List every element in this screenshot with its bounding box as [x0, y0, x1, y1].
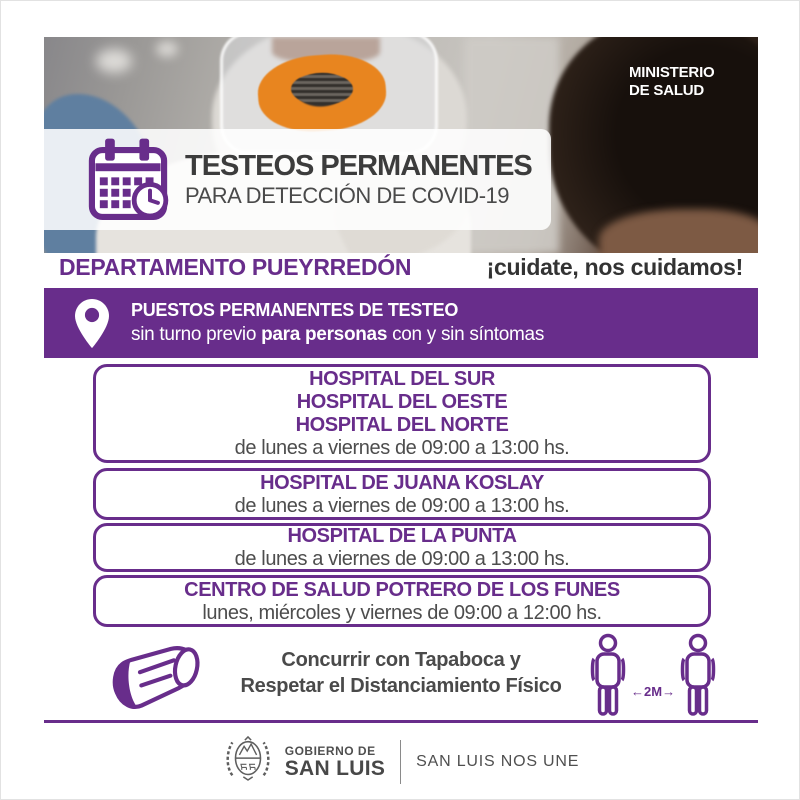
advice-line1: Concurrir con Tapaboca y [281, 649, 521, 671]
right-arrow-icon: → [662, 684, 676, 699]
location-schedule: de lunes a viernes de 09:00 a 13:00 hs. [234, 437, 570, 459]
footer-divider [44, 720, 758, 723]
photo-respirator-grill-shape [291, 73, 353, 105]
ministry-line1: MINISTERIO [629, 64, 715, 81]
subtitle-pre: sin turno previo [131, 323, 262, 345]
testing-banner [44, 288, 758, 358]
subtitle-bold: para personas [261, 323, 388, 345]
location-box-la-punta [93, 523, 711, 572]
location-box-potrero [93, 575, 711, 627]
location-name: HOSPITAL DEL SUR [309, 368, 495, 390]
distance-value: 2M [644, 684, 663, 699]
photo-light-shape [96, 49, 132, 73]
location-name: HOSPITAL DEL NORTE [295, 414, 509, 436]
distancing-graphic [585, 633, 717, 719]
poster-title: TESTEOS PERMANENTES [185, 150, 532, 182]
location-schedule: lunes, miércoles y viernes de 09:00 a 12:00 hs. [202, 601, 602, 624]
location-name: HOSPITAL DE JUANA KOSLAY [260, 471, 544, 494]
location-name: HOSPITAL DEL OESTE [296, 391, 508, 413]
location-name: HOSPITAL DE LA PUNTA [287, 525, 517, 547]
face-mask-icon [104, 634, 212, 720]
person-icon [585, 633, 631, 719]
testing-banner-title: PUESTOS PERMANENTES DE TESTEO [131, 299, 459, 320]
gov-line1: GOBIERNO DE [284, 744, 376, 758]
department-row [59, 254, 743, 281]
footer [1, 731, 800, 793]
advice-text [221, 647, 581, 699]
location-box-hospitales [93, 364, 711, 463]
photo-light-shape [156, 41, 178, 57]
department-name: DEPARTAMENTO PUEYRREDÓN [59, 254, 412, 280]
gov-line2: SAN LUIS [284, 757, 386, 780]
location-schedule: de lunes a viernes de 09:00 a 13:00 hs. [234, 548, 570, 570]
ministry-line2: DE SALUD [629, 82, 705, 99]
distance-label [631, 684, 675, 699]
location-pin-icon [73, 298, 111, 349]
location-box-juana-koslay [93, 468, 711, 520]
san-luis-emblem-icon [223, 734, 273, 790]
left-arrow-icon: ← [631, 684, 644, 699]
care-slogan: ¡cuidate, nos cuidamos! [486, 254, 743, 280]
ministry-label [629, 64, 715, 100]
footer-slogan: SAN LUIS NOS UNE [416, 753, 580, 770]
title-banner [44, 129, 551, 230]
subtitle-post: con y sin síntomas [387, 323, 545, 345]
advice-line2: Respetar el Distanciamiento Físico [240, 675, 562, 697]
footer-vertical-divider [400, 740, 401, 784]
poster-subtitle: PARA DETECCIÓN DE COVID-19 [185, 183, 509, 208]
testing-banner-subtitle [131, 323, 544, 347]
location-schedule: de lunes a viernes de 09:00 a 13:00 hs. [234, 494, 570, 517]
calendar-icon [84, 136, 172, 224]
government-logo-text [285, 744, 385, 780]
location-name: CENTRO DE SALUD POTRERO DE LOS FUNES [184, 578, 620, 601]
person-icon [675, 633, 721, 719]
